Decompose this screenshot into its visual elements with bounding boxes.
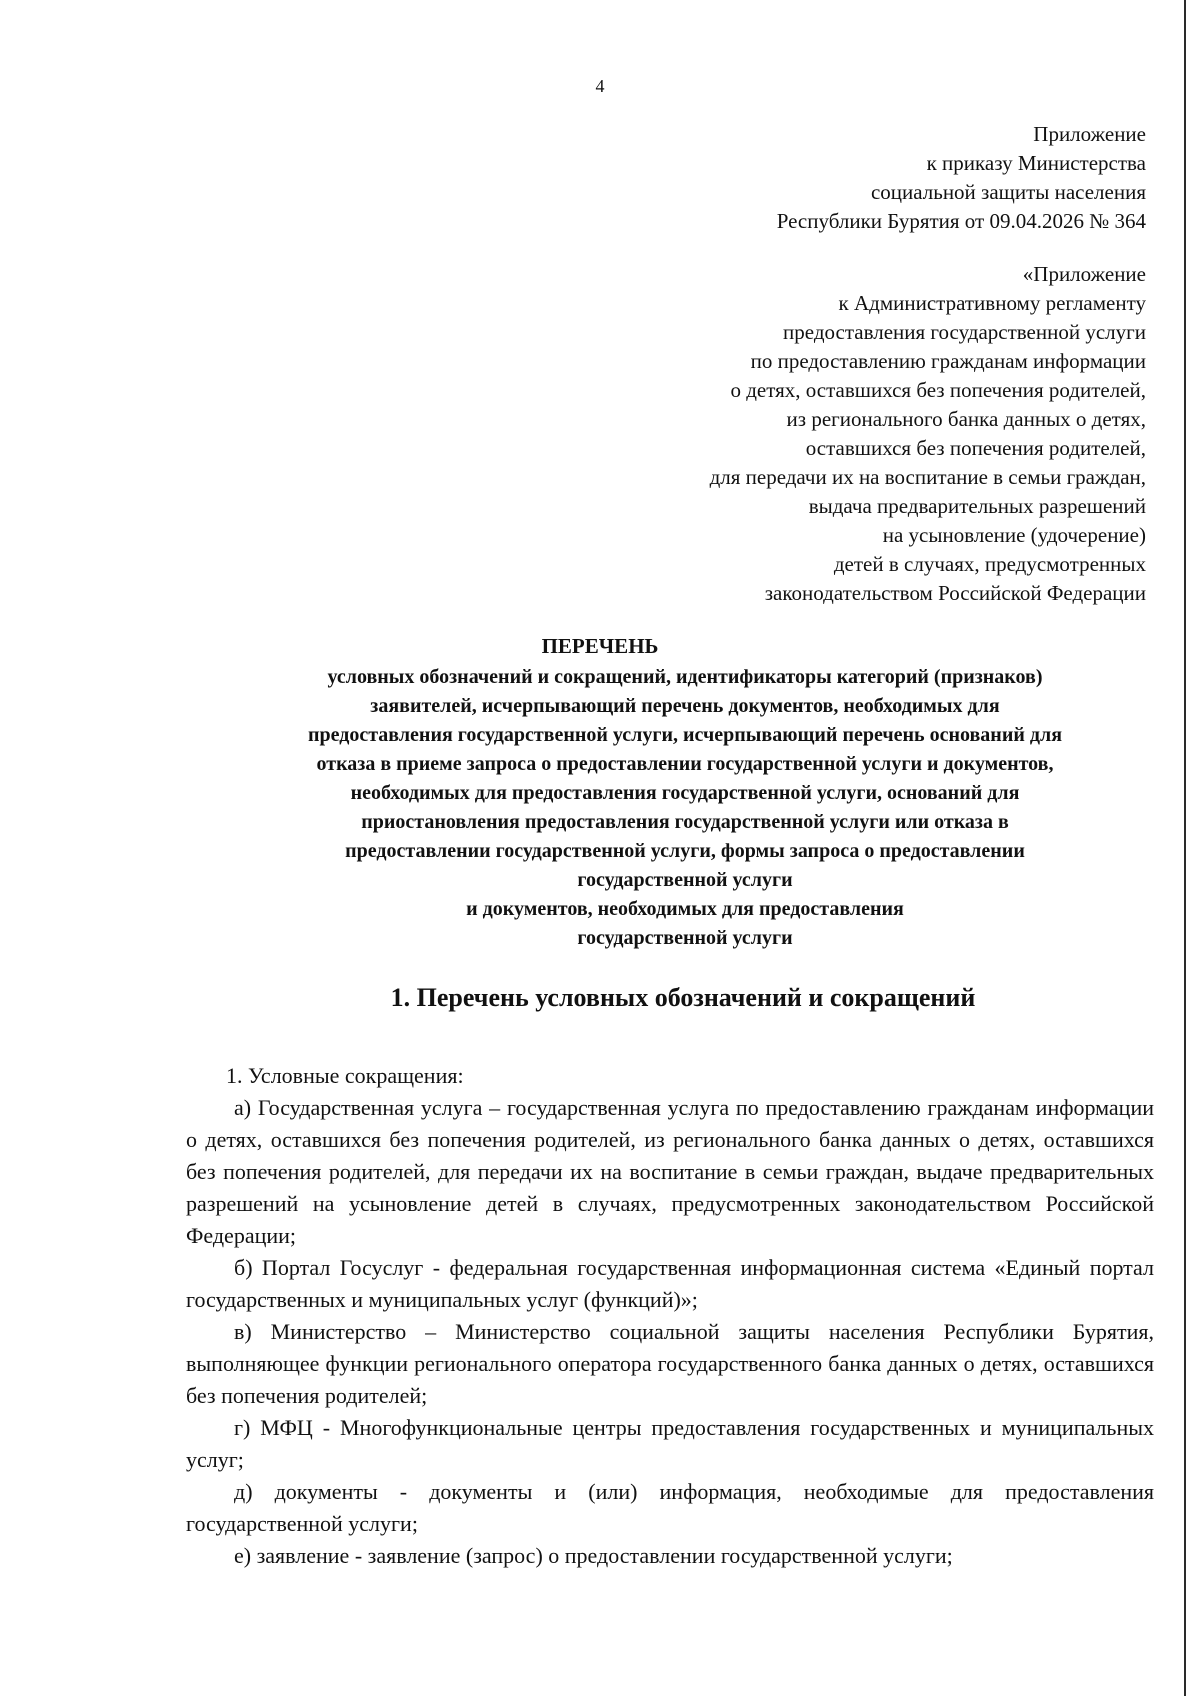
annex-line: по предоставлению гражданам информации	[750, 349, 1146, 373]
annex-line: о детях, оставшихся без попечения родителей,	[730, 378, 1146, 402]
annex-line: предоставления государственной услуги	[783, 320, 1146, 344]
annex-line: «Приложение	[1022, 262, 1146, 286]
subtitle-line: заявителей, исчерпывающий перечень документов, необходимых для	[370, 695, 1000, 717]
approval-line: социальной защиты населения	[870, 180, 1146, 204]
annex-line: законодательством Российской Федерации	[764, 581, 1146, 605]
subtitle-line: необходимых для предоставления государственной услуги, оснований для	[350, 782, 1020, 804]
document-subtitle	[180, 663, 1190, 953]
document-title: ПЕРЕЧЕНЬ	[541, 634, 659, 658]
list-item-g: г) МФЦ - Многофункциональные центры предоставления государственных и муниципальных услуг;	[186, 1415, 1154, 1472]
list-item-d: д) документы - документы и (или) информация, необходимые для предоставления государственной услуги;	[186, 1479, 1154, 1536]
subtitle-line: предоставления государственной услуги, исчерпывающий перечень оснований для	[307, 724, 1063, 746]
subtitle-line: условных обозначений и сокращений, идентификаторы категорий (признаков)	[327, 666, 1043, 688]
list-item-a: а) Государственная услуга – государственная услуга по предоставлению гражданам информации о детях, оставшихся без попечения родителей, из регионального банка данных о детях, оставшихся без попечения родителей, для передачи их на воспитание в семьи граждан, выдаче предварительных разрешений на усыновление детей в случаях, предусмотренных законодательством Российской Федерации;	[186, 1095, 1154, 1248]
annex-line: на усыновление (удочерение)	[882, 523, 1146, 547]
abbreviations-list	[186, 1060, 1154, 1572]
annex-line: детей в случаях, предусмотренных	[833, 552, 1146, 576]
subtitle-line: государственной услуги	[577, 927, 793, 949]
list-item-v: в) Министерство – Министерство социальной защиты населения Республики Бурятия, выполняющее функции регионального оператора государственного банка данных о детях, оставшихся без попечения родителей;	[186, 1319, 1154, 1408]
approval-line: Республики Бурятия от 09.04.2026 № 364	[776, 209, 1146, 233]
annex-line: для передачи их на воспитание в семьи граждан,	[709, 465, 1146, 489]
annex-line: из регионального банка данных о детях,	[786, 407, 1146, 431]
annex-line: к Административному регламенту	[838, 291, 1146, 315]
list-item-e: е) заявление - заявление (запрос) о предоставлении государственной услуги;	[234, 1543, 953, 1568]
list-item-b: б) Портал Госуслуг - федеральная государственная информационная система «Единый портал государственных и муниципальных услуг (функций)»;	[186, 1255, 1154, 1312]
annex-reference-block	[710, 260, 1146, 608]
approval-line: к приказу Министерства	[926, 151, 1146, 175]
subtitle-line: отказа в приеме запроса о предоставлении государственной услуги и документов,	[316, 753, 1054, 775]
subtitle-line: государственной услуги	[577, 869, 793, 891]
annex-line: оставшихся без попечения родителей,	[805, 436, 1146, 460]
approval-stamp-block	[777, 120, 1146, 236]
section-heading: 1. Перечень условных обозначений и сокращений	[390, 983, 976, 1012]
annex-line: выдача предварительных разрешений	[808, 494, 1146, 518]
page-number: 4	[595, 76, 605, 96]
approval-line: Приложение	[1033, 122, 1146, 146]
list-intro: 1. Условные сокращения:	[226, 1063, 464, 1088]
subtitle-line: предоставлении государственной услуги, формы запроса о предоставлении	[345, 840, 1025, 862]
subtitle-line: и документов, необходимых для предоставления	[466, 898, 904, 920]
subtitle-line: приостановления предоставления государственной услуги или отказа в	[361, 811, 1009, 833]
